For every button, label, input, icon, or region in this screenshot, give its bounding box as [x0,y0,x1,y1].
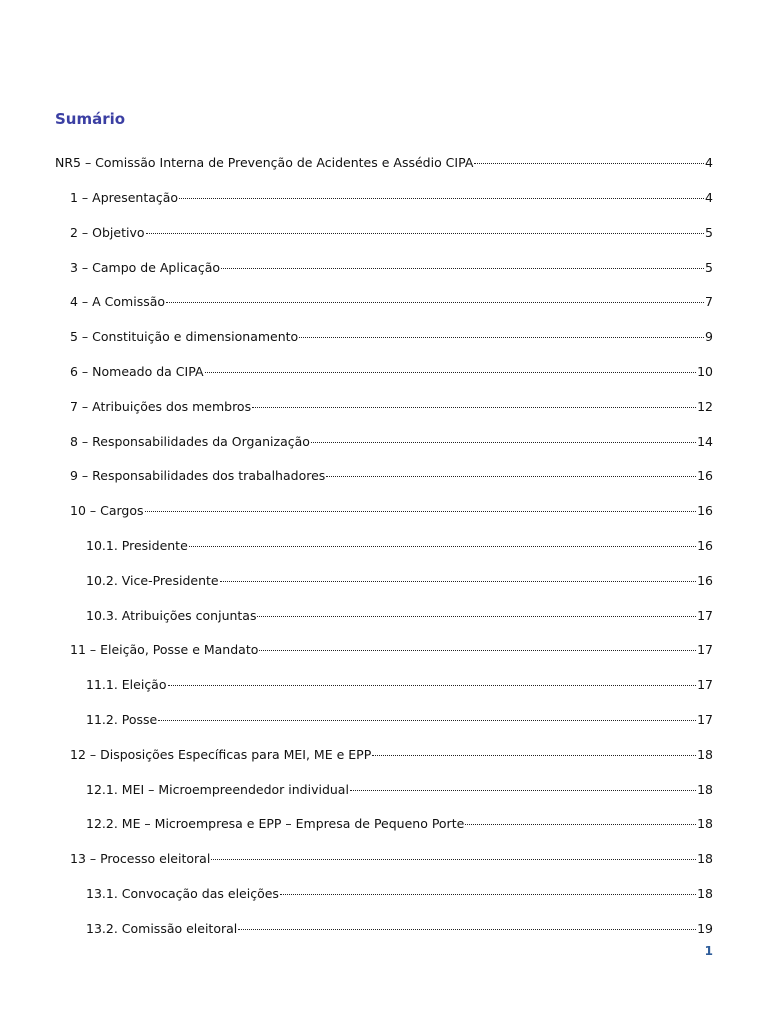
toc-entry-label: 10.1. Presidente [86,538,188,553]
toc-entry-label: 13.2. Comissão eleitoral [86,921,238,936]
toc-entry-label: 11.1. Eleição [86,677,167,692]
toc-entry-label: 11.2. Posse [86,712,158,727]
toc-entry-label: 3 – Campo de Aplicação [70,260,221,275]
toc-entry-10-1[interactable] [86,535,713,554]
toc-entry-page: 4 [705,155,713,170]
toc-entry-12-2[interactable] [86,813,713,832]
toc-entry-11-2[interactable] [86,709,713,728]
toc-entry-page: 14 [697,434,713,449]
toc-entry-1[interactable] [70,187,713,206]
toc-entry-nr5[interactable] [55,152,713,171]
toc-entry-2[interactable] [70,222,713,241]
toc-entry-6[interactable] [70,361,713,380]
toc-entry-13-1[interactable] [86,883,713,902]
toc-entry-page: 5 [705,260,713,275]
toc-entry-12[interactable] [70,744,713,763]
toc-entry-label: 12 – Disposições Específicas para MEI, ME e EPP [70,747,372,762]
toc-entry-10-2[interactable] [86,570,713,589]
toc-entry-11[interactable] [70,639,713,658]
page-number: 1 [704,944,713,958]
dot-leader [252,393,696,408]
dot-leader [168,671,697,686]
toc-entry-label: 6 – Nomeado da CIPA [70,364,204,379]
toc-entry-page: 17 [697,608,713,623]
dot-leader [372,741,696,756]
dot-leader [179,184,704,199]
toc-entry-page: 7 [705,294,713,309]
toc-entry-label: 1 – Apresentação [70,190,179,205]
toc-entry-label: 5 – Constituição e dimensionamento [70,329,299,344]
dot-leader [280,880,696,895]
toc-entry-label: 2 – Objetivo [70,225,145,240]
dot-leader [211,845,696,860]
toc-entry-10[interactable] [70,500,713,519]
toc-entry-page: 4 [705,190,713,205]
toc-entry-9[interactable] [70,465,713,484]
dot-leader [221,254,704,269]
toc-entry-label: 12.2. ME – Microempresa e EPP – Empresa de Pequeno Porte [86,816,465,831]
toc-entry-page: 9 [705,329,713,344]
toc-entry-label: 4 – A Comissão [70,294,166,309]
toc-entry-page: 18 [697,782,713,797]
toc-entry-page: 16 [697,573,713,588]
toc-entry-label: NR5 – Comissão Interna de Prevenção de Acidentes e Assédio CIPA [55,155,474,170]
toc-entry-label: 8 – Responsabilidades da Organização [70,434,310,449]
dot-leader [145,497,697,512]
dot-leader [257,602,696,617]
dot-leader [326,462,696,477]
toc-entry-page: 5 [705,225,713,240]
dot-leader [238,915,696,930]
toc-entry-label: 10.2. Vice-Presidente [86,573,219,588]
dot-leader [220,567,696,582]
dot-leader [166,288,704,303]
toc-entry-page: 17 [697,677,713,692]
toc-entry-label: 10 – Cargos [70,503,144,518]
toc-entry-page: 18 [697,886,713,901]
toc-entry-page: 19 [697,921,713,936]
toc-entry-page: 16 [697,503,713,518]
toc-entry-4[interactable] [70,291,713,310]
toc-entry-page: 17 [697,642,713,657]
toc-entry-page: 18 [697,747,713,762]
dot-leader [299,323,704,338]
toc-entry-label: 10.3. Atribuições conjuntas [86,608,257,623]
toc-entry-label: 7 – Atribuições dos membros [70,399,252,414]
dot-leader [474,149,704,164]
toc-title: Sumário [55,110,126,128]
dot-leader [465,810,696,825]
toc-entry-10-3[interactable] [86,605,713,624]
toc-entry-page: 16 [697,468,713,483]
toc-entry-12-1[interactable] [86,779,713,798]
toc-entry-3[interactable] [70,257,713,276]
dot-leader [259,636,696,651]
toc-entry-page: 17 [697,712,713,727]
toc-entry-page: 18 [697,851,713,866]
toc-entry-13[interactable] [70,848,713,867]
dot-leader [189,532,696,547]
toc-entry-page: 10 [697,364,713,379]
toc-entry-label: 9 – Responsabilidades dos trabalhadores [70,468,326,483]
dot-leader [205,358,697,373]
toc-entry-page: 18 [697,816,713,831]
toc-entry-8[interactable] [70,431,713,450]
dot-leader [311,428,696,443]
toc-entry-11-1[interactable] [86,674,713,693]
toc-entry-13-2[interactable] [86,918,713,937]
toc-entry-label: 13 – Processo eleitoral [70,851,211,866]
toc-entry-label: 13.1. Convocação das eleições [86,886,279,901]
toc-entry-label: 11 – Eleição, Posse e Mandato [70,642,259,657]
toc-entry-7[interactable] [70,396,713,415]
toc-entry-page: 16 [697,538,713,553]
dot-leader [146,219,705,234]
toc-entry-5[interactable] [70,326,713,345]
toc-entry-page: 12 [697,399,713,414]
dot-leader [158,706,696,721]
dot-leader [350,776,696,791]
toc-entry-label: 12.1. MEI – Microempreendedor individual [86,782,349,797]
